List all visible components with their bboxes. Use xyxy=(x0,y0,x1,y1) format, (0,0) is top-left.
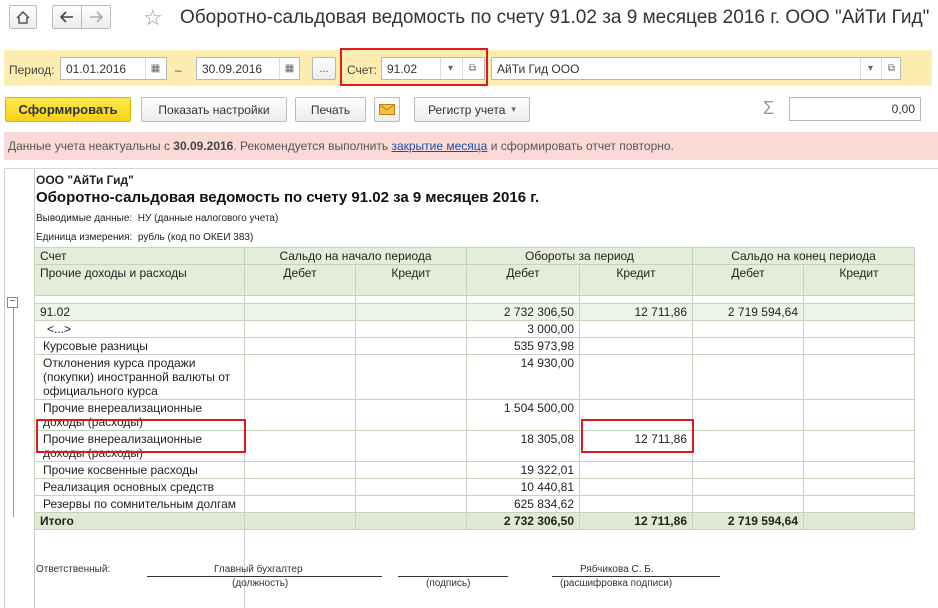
star-icon[interactable]: ☆ xyxy=(143,5,163,30)
group-name: 91.02 xyxy=(35,304,245,321)
data-label: Выводимые данные: xyxy=(36,213,133,224)
position-caption: (должность) xyxy=(232,578,289,589)
row-turn-debit: 625 834,62 xyxy=(467,496,580,513)
table-header-row xyxy=(35,265,915,296)
print-button[interactable]: Печать xyxy=(295,97,366,122)
chevron-down-icon: ▾ xyxy=(511,104,516,114)
row-name: Резервы по сомнительным долгам xyxy=(35,496,245,513)
total-row[interactable] xyxy=(35,513,915,530)
report-area xyxy=(4,168,938,608)
header-turnover: Обороты за период xyxy=(467,248,693,265)
sum-field: 0,00 xyxy=(789,97,921,121)
date-from-value: 01.01.2016 xyxy=(66,62,127,76)
unit-label: Единица измерения: xyxy=(36,232,133,243)
forward-button[interactable] xyxy=(81,5,111,29)
email-button[interactable] xyxy=(374,97,400,122)
tree-line xyxy=(13,297,14,517)
period-dash: – xyxy=(175,63,182,77)
row-name: Прочие внереализационные доходы (расходы) xyxy=(35,400,245,431)
arrow-left-icon xyxy=(60,11,74,23)
warning-banner xyxy=(4,132,938,160)
back-button[interactable] xyxy=(52,5,82,29)
title-bar xyxy=(0,0,938,38)
group-close-debit: 2 719 594,64 xyxy=(693,304,804,321)
grid-line xyxy=(4,169,5,608)
row-turn-debit: 19 322,01 xyxy=(467,462,580,479)
report-table xyxy=(34,247,915,530)
header-closing: Сальдо на конец периода xyxy=(693,248,915,265)
row-turn-credit xyxy=(580,479,693,496)
collapse-icon[interactable]: − xyxy=(7,297,18,308)
account-value: 91.02 xyxy=(387,62,418,76)
row-turn-credit xyxy=(580,355,693,400)
row-turn-credit xyxy=(580,338,693,355)
envelope-icon xyxy=(379,104,395,115)
organization-value: АйТи Гид ООО xyxy=(497,62,580,76)
position-value: Главный бухгалтер xyxy=(214,564,303,575)
row-highlight xyxy=(36,419,246,453)
header-credit: Кредит xyxy=(580,265,693,296)
header-credit: Кредит xyxy=(356,265,467,296)
header-subconto: Прочие доходы и расходы xyxy=(35,265,245,296)
row-name: Прочие косвенные расходы xyxy=(35,462,245,479)
group-turn-credit: 12 711,86 xyxy=(580,304,693,321)
total-turn-credit: 12 711,86 xyxy=(580,513,693,530)
account-label: Счет: xyxy=(347,63,377,77)
row-turn-debit: 18 305,08 xyxy=(467,431,580,462)
row-turn-debit: 3 000,00 xyxy=(467,321,580,338)
header-account: Счет xyxy=(35,248,245,265)
table-row[interactable] xyxy=(35,338,915,355)
report-data-line xyxy=(36,213,278,224)
row-turn-credit: 12 711,86 xyxy=(580,431,693,462)
row-name: Курсовые разницы xyxy=(35,338,245,355)
warning-date: 30.09.2016 xyxy=(173,139,234,153)
table-row[interactable] xyxy=(35,479,915,496)
header-debit: Дебет xyxy=(693,265,804,296)
close-month-link[interactable]: закрытие месяца xyxy=(391,139,488,153)
register-dropdown[interactable] xyxy=(414,97,530,122)
table-header-row xyxy=(35,248,915,265)
chevron-down-icon[interactable]: ▾ xyxy=(860,58,880,79)
row-turn-debit: 10 440,81 xyxy=(467,479,580,496)
date-to-value: 30.09.2016 xyxy=(202,62,263,76)
register-label: Регистр учета xyxy=(428,102,506,117)
warning-text: и сформировать отчет повторно. xyxy=(487,139,674,153)
open-icon[interactable]: ⧉ xyxy=(462,58,482,79)
row-name: <...> xyxy=(35,321,245,338)
spacer-row xyxy=(35,296,915,304)
table-row[interactable] xyxy=(35,355,915,400)
generate-button[interactable]: Сформировать xyxy=(5,97,131,122)
header-credit: Кредит xyxy=(804,265,915,296)
warning-text: Данные учета неактуальны с xyxy=(8,139,174,153)
organization-field[interactable] xyxy=(491,57,901,80)
total-name: Итого xyxy=(35,513,245,530)
row-turn-credit xyxy=(580,496,693,513)
report-org: ООО "АйТи Гид" xyxy=(36,173,134,187)
table-row[interactable] xyxy=(35,462,915,479)
warning-text: . Рекомендуется выполнить xyxy=(233,139,392,153)
unit-value: рубль (код по ОКЕИ 383) xyxy=(137,232,254,243)
account-highlight xyxy=(340,48,488,86)
row-name: Реализация основных средств xyxy=(35,479,245,496)
row-turn-debit: 535 973,98 xyxy=(467,338,580,355)
signature-line xyxy=(398,576,508,577)
table-row[interactable] xyxy=(35,321,915,338)
name-caption: (расшифровка подписи) xyxy=(560,578,673,589)
report-unit-line xyxy=(36,232,253,243)
row-turn-debit: 14 930,00 xyxy=(467,355,580,400)
table-row[interactable] xyxy=(35,496,915,513)
name-value: Рябчикова С. Б. xyxy=(580,564,654,575)
page-title: Оборотно-сальдовая ведомость по счету 91.02 за 9 месяцев 2016 г. ООО "АйТи Гид" xyxy=(180,7,930,28)
sigma-icon: Σ xyxy=(763,98,775,118)
header-debit: Дебет xyxy=(245,265,356,296)
sign-caption: (подпись) xyxy=(426,578,471,589)
open-icon[interactable]: ⧉ xyxy=(881,58,901,79)
row-name: Отклонения курса продажи (покупки) иностранной валюты от официального курса xyxy=(35,355,245,400)
chevron-down-icon[interactable]: ▾ xyxy=(440,58,460,79)
arrow-right-icon xyxy=(89,11,103,23)
calendar-icon[interactable]: ▦ xyxy=(279,58,299,79)
home-button[interactable] xyxy=(9,5,37,29)
show-settings-button[interactable]: Показать настройки xyxy=(141,97,287,122)
credit-highlight xyxy=(581,419,694,453)
row-turn-credit xyxy=(580,321,693,338)
report-title: Оборотно-сальдовая ведомость по счету 91.02 за 9 месяцев 2016 г. xyxy=(36,189,540,206)
signature-line xyxy=(147,576,382,577)
responsible-label: Ответственный: xyxy=(36,564,111,575)
row-name: Прочие внереализационные доходы (расходы) xyxy=(35,431,245,462)
header-debit: Дебет xyxy=(467,265,580,296)
total-turn-debit: 2 732 306,50 xyxy=(467,513,580,530)
signature-line xyxy=(552,576,720,577)
home-icon xyxy=(16,11,30,24)
row-turn-credit xyxy=(580,462,693,479)
period-label: Период: xyxy=(9,63,55,77)
calendar-icon[interactable]: ▦ xyxy=(145,58,165,79)
row-turn-debit: 1 504 500,00 xyxy=(467,400,580,431)
group-row[interactable] xyxy=(35,304,915,321)
data-value: НУ (данные налогового учета) xyxy=(137,213,279,224)
period-select-button[interactable]: ... xyxy=(312,57,336,80)
group-turn-debit: 2 732 306,50 xyxy=(467,304,580,321)
header-opening: Сальдо на начало периода xyxy=(245,248,467,265)
total-close-debit: 2 719 594,64 xyxy=(693,513,804,530)
